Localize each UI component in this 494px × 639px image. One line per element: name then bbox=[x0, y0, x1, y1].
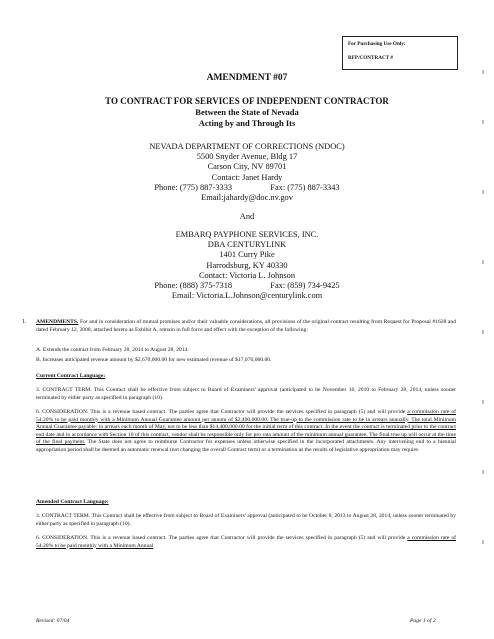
party-dba: DBA CENTURYLINK bbox=[207, 240, 287, 250]
revised-date: Revised: 07/04 bbox=[36, 618, 70, 624]
amendments-paragraph bbox=[36, 319, 456, 334]
and-label: And bbox=[239, 212, 255, 221]
section-number: 1. bbox=[22, 319, 27, 325]
party-name: NEVADA DEPARTMENT OF CORRECTIONS (NDOC) bbox=[149, 142, 345, 151]
acting-line: Acting by and Through Its bbox=[198, 118, 296, 128]
current-language-heading: Current Contract Language: bbox=[36, 373, 106, 379]
item-a: A. Extends the contract from February 28, 2014 to August 28, 2014. bbox=[36, 347, 189, 353]
current-consideration bbox=[36, 409, 456, 455]
party-address-line2: Harrodsburg, KY 40330 bbox=[206, 260, 288, 270]
scan-edge-marks bbox=[478, 60, 484, 600]
consideration-commission: a commission rate of 54.20% to be paid monthly with a Minimum Annual Guarantee amount per annum of $2,400,000.00. The true-up to the commission rate to be in arrears annually. The total Minimum Annual Guarantee payable: in arrears each month of May, not to be less than $14,400,000.00 for the initial term of this contract. In the event the contract is terminated prior to the contract end date and in accordance with Section 10 of this contract, vendor shall be responsible only for pro rata amount of the minimum annual guarantee. The final true up will occur at the time of the final payment. bbox=[36, 409, 456, 446]
party-contact: Contact: Janet Hardy bbox=[211, 172, 283, 182]
amendments-text: For and in consideration of mutual promises and/or their valuable considerations, all provisions of the original contract resulting from Request for Proposal #1628 and dated February 12, 2008, attached hereto as Exhibit A, remain in full force and effect with the exception of the following: bbox=[36, 319, 456, 333]
page-number: Page 1 of 2 bbox=[410, 618, 436, 624]
party-fax: Fax: (859) 734-9425 bbox=[270, 281, 340, 291]
purchasing-use-box bbox=[342, 36, 458, 70]
amended-contract-term: 3. CONTRACT TERM. This Contract shall be effective from subject to Board of Examiners' approval (anticipated to be October 8, 2013 to August 28, 2014, unless sooner terminated by either party as specified in paragraph (10). bbox=[36, 513, 456, 527]
consideration-commission: a commission rate of 54.20% to be paid monthly with a Minimum Annual bbox=[36, 535, 456, 549]
consideration-reimbursement: The State does not agree to reimburse Contractor for expenses unless otherwise specified in the incorporated attachments. Any intervening end to a biennial appropriation period shall be deemed an automatic renewal (not changing the overall Contract term) or a termination as the results of legislative appropriation may require. bbox=[36, 439, 456, 453]
party-embarq bbox=[0, 230, 494, 301]
party-phone: Phone: (888) 375-7318 bbox=[154, 281, 233, 291]
purchasing-use-label: For Purchasing Use Only: bbox=[348, 41, 406, 47]
party-fax: Fax: (775) 887-3343 bbox=[270, 182, 340, 192]
between-line: Between the State of Nevada bbox=[195, 107, 299, 117]
party-contact: Contact: Victoria L. Johnson bbox=[198, 270, 296, 280]
party-email: Email:jahardy@doc.nv.gov bbox=[201, 193, 293, 203]
consideration-intro: 6. CONSIDERATION. This is a revenue based contract. The parties agree that Contractor will provide the services specified in paragraph (5) and will provide bbox=[36, 535, 408, 541]
party-address-line2: Carson City, NV 89701 bbox=[207, 162, 287, 172]
amended-language-heading: Amended Contract Language: bbox=[36, 499, 109, 505]
item-b: B. Increases anticipated revenue amount by $2,670,000.00 for new estimated revenue of $17,070,000.00. bbox=[36, 357, 272, 363]
current-contract-term: 3. CONTRACT TERM. This Contract shall be effective from subject to Board of Examiners' approval (anticipated to be November 16, 2010 to February 28, 2014, unless sooner terminated by either party as specified in paragraph (10). bbox=[36, 387, 456, 401]
party-phone-fax bbox=[0, 183, 494, 193]
amendments-heading: AMENDMENTS. bbox=[36, 319, 79, 325]
amended-consideration bbox=[36, 535, 456, 550]
party-name: EMBARQ PAYPHONE SERVICES, INC. bbox=[175, 230, 319, 239]
amendment-title: AMENDMENT #07 bbox=[206, 73, 288, 83]
rfp-contract-label: RFP/CONTRACT # bbox=[348, 55, 394, 61]
party-ndoc bbox=[0, 142, 494, 203]
party-email: Email: Victoria.L.Johnson@centurylink.com bbox=[171, 291, 323, 301]
party-phone-fax bbox=[0, 281, 494, 291]
party-address-line1: 1401 Curry Pike bbox=[219, 250, 275, 260]
consideration-intro: 6. CONSIDERATION. This is a revenue based contract. The parties agree that Contractor will provide the services specified in paragraph (5) and will provide bbox=[36, 409, 408, 415]
party-address-line1: 5500 Snyder Avenue, Bldg 17 bbox=[196, 152, 298, 162]
contract-title: TO CONTRACT FOR SERVICES OF INDEPENDENT CONTRACTOR bbox=[105, 96, 389, 106]
party-phone: Phone: (775) 887-3333 bbox=[154, 182, 233, 192]
